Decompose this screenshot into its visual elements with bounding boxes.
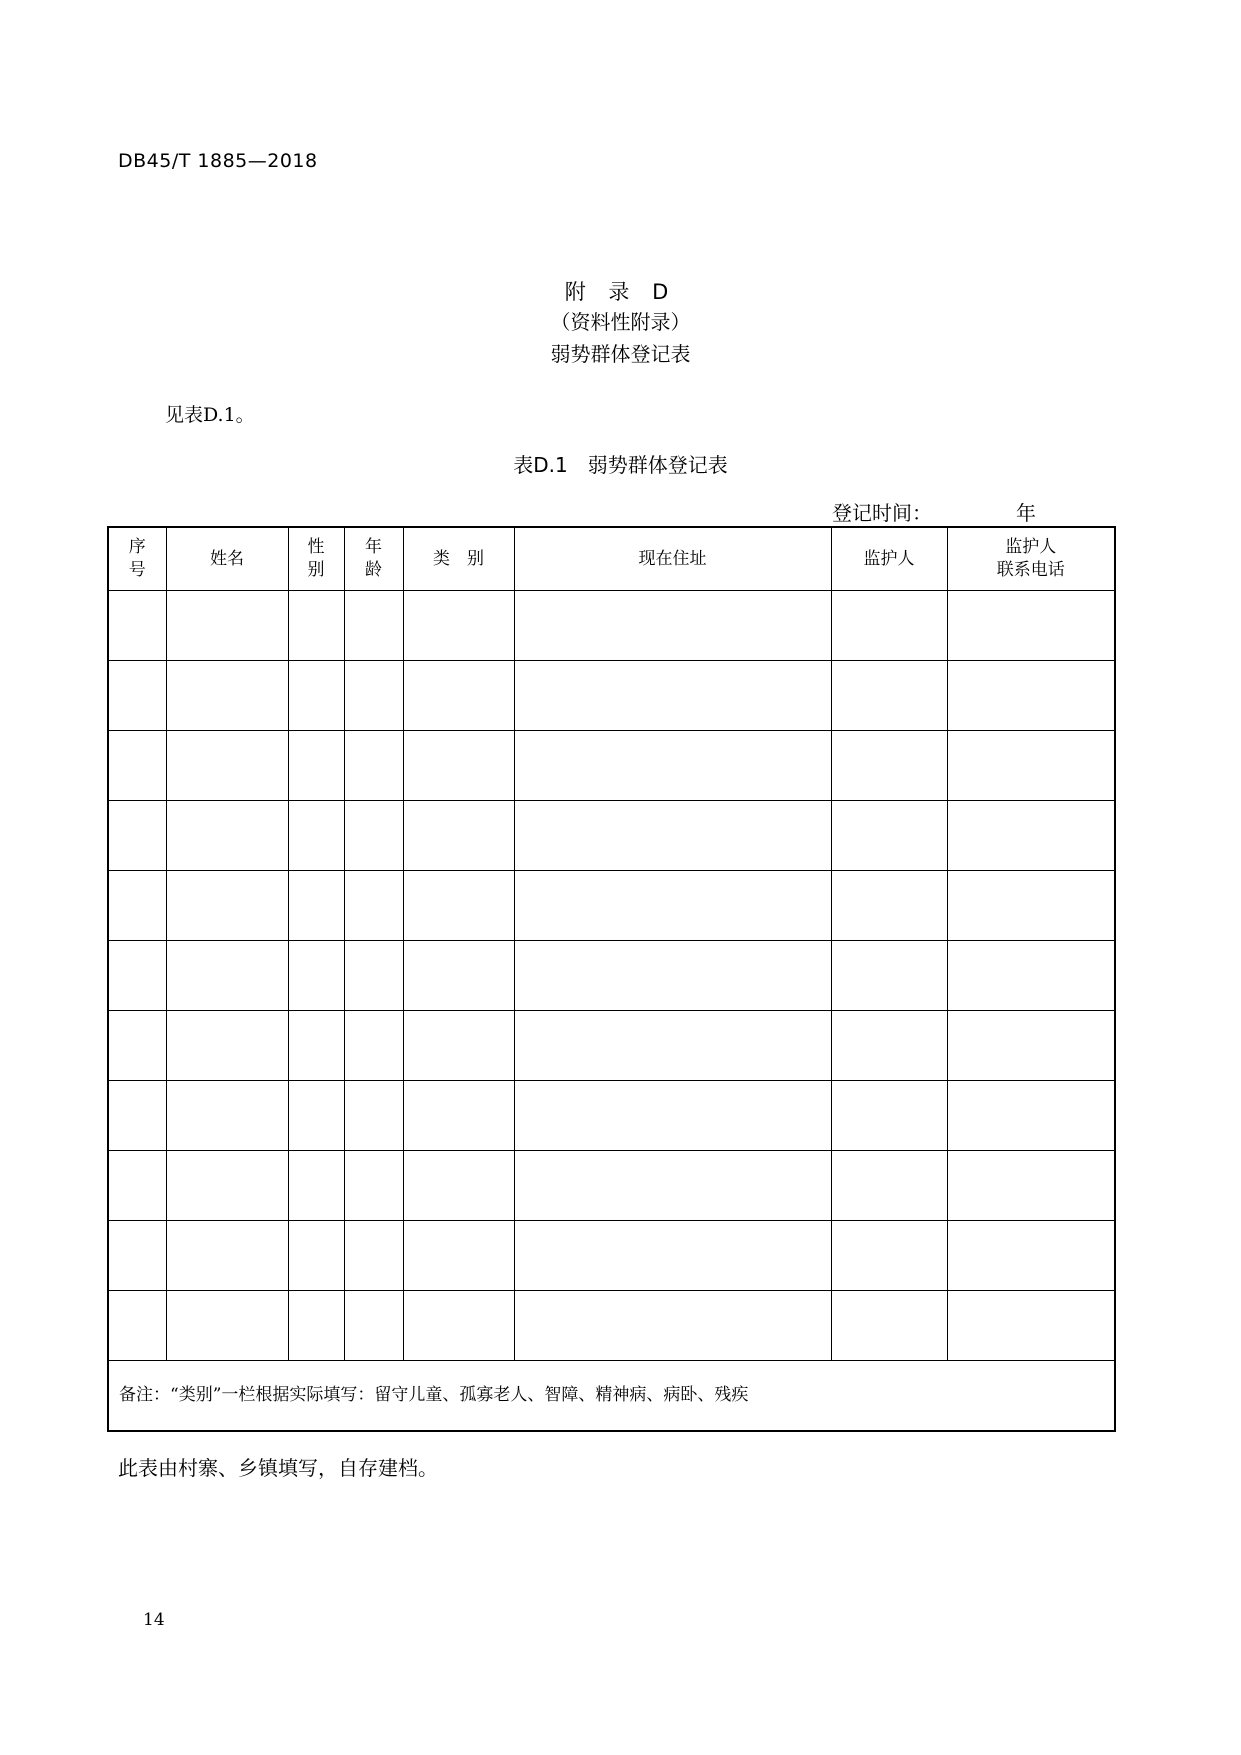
table-cell[interactable] [831,871,947,941]
table-cell[interactable] [344,661,403,731]
table-cell[interactable] [166,1081,288,1151]
column-header-serial: 序 号 [108,527,166,591]
table-cell[interactable] [344,801,403,871]
table-cell[interactable] [403,1081,514,1151]
table-cell[interactable] [514,1081,831,1151]
table-row [108,1011,1115,1081]
table-cell[interactable] [514,801,831,871]
appendix-type: （资料性附录） [550,310,691,334]
registration-time-label: 登记时间： [832,501,932,525]
table-cell[interactable] [108,1081,166,1151]
table-cell[interactable] [166,661,288,731]
table-row [108,941,1115,1011]
table-cell[interactable] [288,1221,344,1291]
table-cell[interactable] [831,1221,947,1291]
page-number: 14 [143,1610,165,1630]
table-cell[interactable] [288,871,344,941]
table-row [108,871,1115,941]
table-cell[interactable] [947,731,1115,801]
table-cell[interactable] [288,1081,344,1151]
table-cell[interactable] [514,1011,831,1081]
table-cell[interactable] [108,661,166,731]
table-cell[interactable] [166,871,288,941]
table-cell[interactable] [514,1151,831,1221]
table-cell[interactable] [108,731,166,801]
table-row [108,801,1115,871]
table-cell[interactable] [514,1291,831,1361]
table-cell[interactable] [947,1011,1115,1081]
table-cell[interactable] [403,591,514,661]
column-header-guardian: 监护人 [831,527,947,591]
table-cell[interactable] [344,1291,403,1361]
table-cell[interactable] [403,941,514,1011]
table-cell[interactable] [947,801,1115,871]
footer-text: 此表由村寨、乡镇填写，自存建档。 [118,1456,438,1480]
standard-code: DB45/T 1885—2018 [118,150,318,172]
table-cell[interactable] [166,731,288,801]
table-cell[interactable] [514,871,831,941]
table-cell[interactable] [108,1221,166,1291]
table-cell[interactable] [344,1221,403,1291]
table-cell[interactable] [344,1081,403,1151]
table-row [108,1081,1115,1151]
table-cell[interactable] [166,1221,288,1291]
table-cell[interactable] [288,801,344,871]
table-cell[interactable] [947,591,1115,661]
table-cell[interactable] [947,661,1115,731]
table-cell[interactable] [166,591,288,661]
table-cell[interactable] [288,591,344,661]
column-header-guardian-phone: 监护人 联系电话 [947,527,1115,591]
table-cell[interactable] [288,1291,344,1361]
table-cell[interactable] [403,871,514,941]
table-cell[interactable] [947,941,1115,1011]
table-cell[interactable] [166,1011,288,1081]
table-cell[interactable] [831,1151,947,1221]
table-cell[interactable] [514,1221,831,1291]
table-cell[interactable] [108,941,166,1011]
table-cell[interactable] [403,731,514,801]
table-cell[interactable] [514,941,831,1011]
table-cell[interactable] [166,1291,288,1361]
table-cell[interactable] [514,591,831,661]
table-cell[interactable] [514,731,831,801]
table-header-row [108,527,1115,591]
table-row [108,1291,1115,1361]
table-cell[interactable] [831,1011,947,1081]
table-cell[interactable] [831,1081,947,1151]
table-cell[interactable] [403,661,514,731]
registration-table [107,526,1116,1432]
table-cell[interactable] [403,1011,514,1081]
table-row [108,731,1115,801]
table-cell[interactable] [947,871,1115,941]
column-header-address: 现在住址 [514,527,831,591]
table-cell[interactable] [344,1151,403,1221]
column-header-gender: 性 别 [288,527,344,591]
table-row [108,1221,1115,1291]
table-cell[interactable] [831,661,947,731]
table-cell[interactable] [947,1291,1115,1361]
table-cell[interactable] [831,801,947,871]
reference-text: 见表D.1。 [165,404,255,426]
table-cell[interactable] [403,1151,514,1221]
table-cell[interactable] [108,591,166,661]
table-cell[interactable] [166,1151,288,1221]
table-cell[interactable] [344,731,403,801]
table-cell[interactable] [344,871,403,941]
table-cell[interactable] [166,801,288,871]
table-note: 备注：“类别”一栏根据实际填写：留守儿童、孤寡老人、智障、精神病、病卧、残疾 [108,1361,1115,1432]
column-header-name: 姓名 [166,527,288,591]
table-cell[interactable] [108,801,166,871]
table-cell[interactable] [514,661,831,731]
table-row [108,661,1115,731]
table-cell[interactable] [403,1291,514,1361]
table-cell[interactable] [108,871,166,941]
table-row [108,1151,1115,1221]
table-cell[interactable] [288,941,344,1011]
table-cell[interactable] [403,801,514,871]
table-cell[interactable] [831,731,947,801]
column-header-age: 年 龄 [344,527,403,591]
table-cell[interactable] [108,1011,166,1081]
appendix-name: 弱势群体登记表 [550,342,691,366]
registration-year-label: 年 [1016,501,1036,525]
table-cell[interactable] [108,1151,166,1221]
table-cell[interactable] [344,1011,403,1081]
table-cell[interactable] [108,1291,166,1361]
table-cell[interactable] [831,941,947,1011]
table-caption: 表D.1 弱势群体登记表 [513,453,728,477]
appendix-title: 附 录 D [564,280,677,304]
table-cell[interactable] [166,941,288,1011]
table-cell[interactable] [288,731,344,801]
table-cell[interactable] [344,591,403,661]
table-cell[interactable] [344,941,403,1011]
table-cell[interactable] [288,1151,344,1221]
table-cell[interactable] [947,1151,1115,1221]
column-header-category: 类 别 [403,527,514,591]
table-cell[interactable] [403,1221,514,1291]
table-cell[interactable] [831,591,947,661]
table-cell[interactable] [288,661,344,731]
table-cell[interactable] [947,1221,1115,1291]
table-cell[interactable] [288,1011,344,1081]
table-note-row [108,1361,1115,1432]
table-cell[interactable] [831,1291,947,1361]
table-cell[interactable] [947,1081,1115,1151]
table-row [108,591,1115,661]
